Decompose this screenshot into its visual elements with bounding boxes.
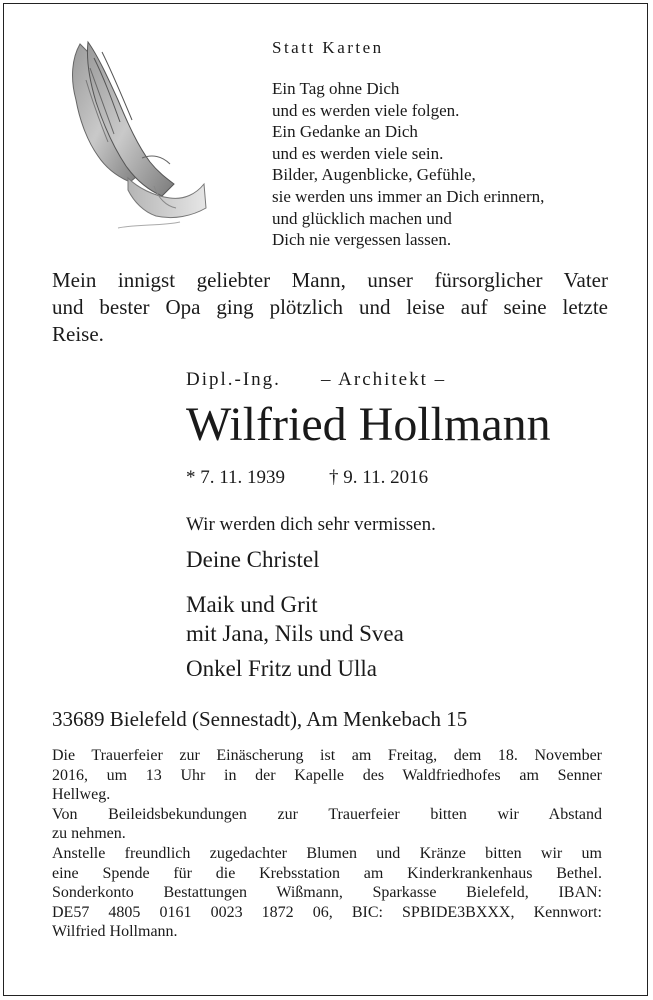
details-line: Anstelle freundlich zugedachter Blumen und Kränze bitten wir um	[52, 844, 602, 862]
funeral-details	[52, 746, 602, 942]
poem-line: Dich nie vergessen lassen.	[272, 230, 452, 250]
mourner-line: Maik und Grit	[186, 592, 318, 617]
poem-line: und es werden viele folgen.	[272, 100, 460, 120]
details-line: Von Beileidsbekundungen zur Trauerfeier bitten wir Abstand	[52, 805, 602, 823]
details-line: Die Trauerfeier zur Einäscherung ist am Freitag, dem 18. November	[52, 747, 602, 764]
poem-line: sie werden uns immer an Dich erinnern,	[272, 186, 545, 206]
mourner-line: Deine Christel	[186, 547, 320, 572]
details-line: Wilfried Hollmann.	[52, 923, 178, 941]
details-line: Hellweg.	[52, 786, 111, 804]
details-line: DE57 4805 0161 0023 1872 06, BIC: SPBIDE3BXXX, Kennwort:	[52, 903, 602, 921]
intro-text	[52, 267, 608, 348]
mourner-line: Onkel Fritz und Ulla	[186, 656, 377, 681]
life-dates	[186, 467, 428, 489]
mourning-message: Wir werden dich sehr vermissen.	[186, 514, 436, 535]
poem-line: und es werden viele sein.	[272, 143, 444, 163]
death-date: † 9. 11. 2016	[329, 467, 429, 488]
poem-line: Ein Tag ohne Dich	[272, 79, 400, 98]
birth-date: * 7. 11. 1939	[186, 467, 286, 488]
poem	[272, 78, 544, 251]
poem-line: und glücklich machen und	[272, 208, 452, 228]
intro-line: Reise.	[52, 322, 104, 346]
mourner-line: mit Jana, Nils und Svea	[186, 621, 404, 646]
poem-line: Ein Gedanke an Dich	[272, 122, 418, 142]
intro-line: und bester Opa ging plötzlich und leise auf seine letzte	[52, 295, 608, 319]
degree: Dipl.-Ing.	[186, 369, 281, 390]
statt-karten-heading: Statt Karten	[272, 38, 384, 57]
details-line: Sonderkonto Bestattungen Wißmann, Sparkasse Bielefeld, IBAN:	[52, 884, 602, 902]
details-line: zu nehmen.	[52, 825, 126, 843]
praying-hands-icon	[58, 38, 208, 236]
details-line: eine Spende für die Krebsstation am Kinderkrankenhaus Bethel.	[52, 864, 602, 882]
deceased-name: Wilfried Hollmann	[186, 398, 551, 451]
deceased-title	[186, 369, 446, 391]
profession: – Architekt –	[320, 369, 447, 390]
family-address: 33689 Bielefeld (Sennestadt), Am Menkebach 15	[52, 707, 468, 731]
intro-line: Mein innigst geliebter Mann, unser fürsorglicher Vater	[52, 268, 608, 292]
poem-line: Bilder, Augenblicke, Gefühle,	[272, 165, 476, 185]
details-line: 2016, um 13 Uhr in der Kapelle des Waldfriedhofes am Senner	[52, 766, 602, 784]
